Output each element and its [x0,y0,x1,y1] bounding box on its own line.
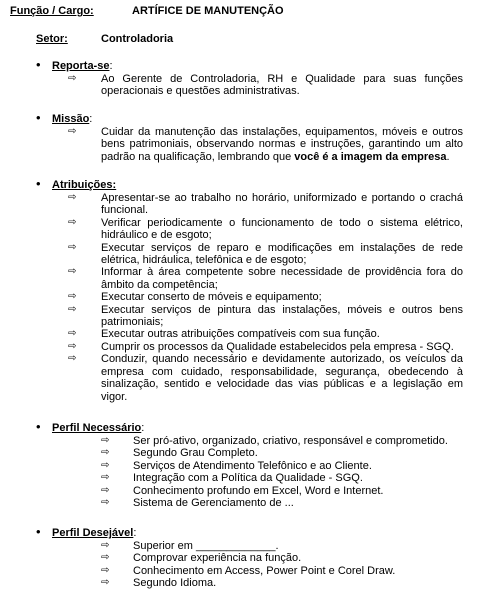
mission-emphasis: você é a imagem da empresa [294,150,447,163]
job-title-value: ARTÍFICE DE MANUTENÇÃO [132,5,284,17]
section-title-reporta [36,59,113,72]
list-item-text: Ao Gerente de Controladoria, RH e Qualidade para suas funções operacionais e questões administrativas. [101,73,463,98]
list-item [0,552,500,564]
list-item [0,472,500,484]
list-item-text: Executar outras atribuições compatíveis com sua função. [101,328,380,341]
arrow-right-icon: ⇨ [101,435,110,446]
section-title-atribuicoes [36,178,116,191]
list-item-text: Sistema de Gerenciamento de ... [133,497,294,510]
list-item [0,353,500,403]
arrow-right-icon: ⇨ [68,126,77,137]
list-item-text: Integração com a Política da Qualidade - SGQ. [133,472,363,485]
list-item [0,304,500,329]
list-item [0,341,500,353]
list-item-text [101,126,463,163]
list-item [0,447,500,459]
arrow-right-icon: ⇨ [68,192,77,203]
section-heading: Reporta-se [52,60,110,72]
arrow-right-icon: ⇨ [101,577,110,589]
mission-end: . [446,150,450,163]
list-item-text: Ser pró-ativo, organizado, criativo, responsável e comprometido. [133,435,448,447]
list-item [0,217,500,242]
arrow-right-icon: ⇨ [101,472,110,484]
list-item-text: Informar à área competente sobre necessidade de providência fora do âmbito da competência; [101,266,463,291]
list-item [0,577,500,589]
list-item [0,192,500,217]
bullet-icon: • [36,57,41,72]
perfil-desejavel-list [0,540,500,590]
atribuicoes-list [0,192,500,403]
arrow-right-icon: ⇨ [68,328,77,340]
list-item-text: Conhecimento profundo em Excel, Word e Internet. [133,484,384,497]
arrow-right-icon: ⇨ [68,73,77,84]
list-item [0,435,500,447]
list-item [0,73,500,98]
arrow-right-icon: ⇨ [68,216,77,228]
bullet-icon: • [36,176,41,191]
sector-value: Controladoria [101,33,174,45]
section-title-perfil-necessario [36,421,144,434]
list-item [0,328,500,340]
arrow-right-icon: ⇨ [101,497,110,509]
section-heading: Perfil Desejável [52,527,134,539]
list-item [0,460,500,472]
list-item-text: Segundo Grau Completo. [133,447,258,460]
list-item [0,242,500,267]
list-item-text: Executar serviços de pintura das instalações, móveis e outros bens patrimoniais; [101,303,463,329]
arrow-right-icon: ⇨ [101,484,110,496]
list-item-text: Serviços de Atendimento Telefônico e ao Cliente. [133,459,372,472]
section-heading: Perfil Necessário [52,422,142,434]
sector-label: Setor: [36,33,68,45]
arrow-right-icon: ⇨ [68,291,77,303]
arrow-right-icon: ⇨ [101,540,110,551]
list-item [0,126,500,163]
list-item [0,485,500,497]
heading-suffix: : [133,527,137,539]
mission-text: Cuidar da manutenção das instalações, equipamentos, móveis e outros bens patrimoniais, observando normas e instruções, garantindo um alto padrão na qualificação, lembrando que [101,126,463,163]
arrow-right-icon: ⇨ [68,266,77,278]
section-title-perfil-desejavel [36,526,136,539]
list-item-text: Verificar periodicamente o funcionamento de todo o sistema elétrico, hidráulico e de esgoto; [101,216,463,242]
arrow-right-icon: ⇨ [68,340,77,352]
section-heading: Missão [52,113,90,125]
list-item-text: Apresentar-se ao trabalho no horário, uniformizado e portando o crachá funcional. [101,192,463,217]
list-item [0,497,500,509]
list-item-text: Executar serviços de reparo e modificações em instalações de rede elétrica, hidráulica, telefônica e de esgoto; [101,241,463,267]
list-item-text: Conduzir, quando necessário e devidamente autorizado, os veículos da empresa com cuidado, responsabilidade, segurança, obedecendo à sinalização, sentido e velocidade das vias públicas e a legislação em vigor. [101,353,463,403]
list-item [0,565,500,577]
arrow-right-icon: ⇨ [68,353,77,365]
missao-list [0,126,500,163]
list-item-text: Executar conserto de móveis e equipamento; [101,291,322,304]
job-title-label: Função / Cargo: [10,5,94,17]
arrow-right-icon: ⇨ [101,552,110,564]
list-item-text: Conhecimento em Access, Power Point e Corel Draw. [133,564,396,577]
bullet-icon: • [36,419,41,434]
heading-suffix: : [109,60,113,72]
arrow-right-icon: ⇨ [101,459,110,471]
list-item [0,540,500,552]
arrow-right-icon: ⇨ [68,303,77,315]
list-item [0,266,500,291]
arrow-right-icon: ⇨ [101,564,110,576]
arrow-right-icon: ⇨ [68,241,77,253]
bullet-icon: • [36,524,41,539]
reporta-list [0,73,500,98]
list-item-text: Segundo Idioma. [133,577,217,590]
bullet-icon: • [36,110,41,125]
list-item-text: Comprovar experiência na função. [133,552,302,565]
section-heading: Atribuições: [52,179,117,191]
list-item-text: Superior em _____________. [133,540,279,552]
list-item [0,291,500,303]
section-title-missao [36,112,92,125]
arrow-right-icon: ⇨ [101,447,110,459]
heading-suffix: : [89,113,93,125]
list-item-text: Cumprir os processos da Qualidade estabelecidos pela empresa - SGQ. [101,340,454,353]
perfil-necessario-list [0,435,500,509]
heading-suffix: : [141,422,145,434]
